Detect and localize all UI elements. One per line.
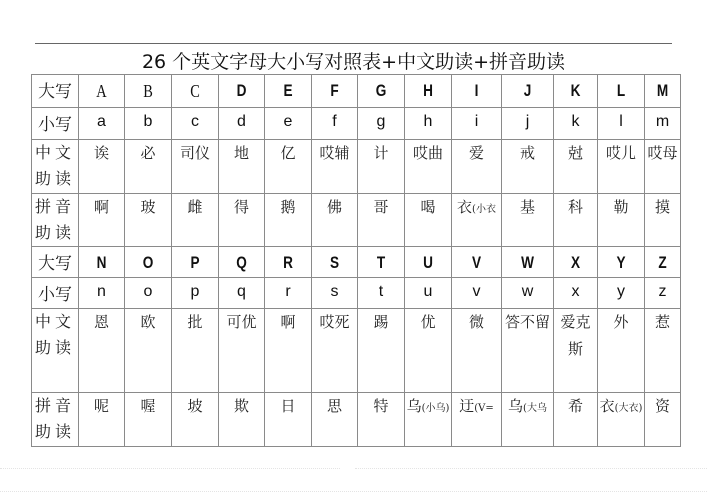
pinyin-text: 佛 <box>326 198 342 216</box>
lower-cell <box>554 108 598 140</box>
lower-text: z <box>658 283 667 300</box>
upper-text: P <box>190 253 200 272</box>
upper-text: D <box>236 81 247 100</box>
lower-cell <box>452 278 502 309</box>
row-label-text: 拼音 <box>34 396 75 415</box>
row-label <box>32 278 79 309</box>
chinese-cell <box>312 140 358 194</box>
chinese-text: 尅 <box>567 144 583 162</box>
pinyin-cell <box>312 393 358 447</box>
lower-cell <box>645 278 681 309</box>
annotation-text: (大衣) <box>614 403 643 414</box>
upper-cell <box>452 247 502 278</box>
lower-cell <box>502 278 554 309</box>
chinese-reading-row <box>32 140 681 194</box>
pinyin-cell <box>598 393 645 447</box>
lowercase-row <box>32 108 681 140</box>
lower-cell <box>219 278 265 309</box>
pinyin-cell <box>79 194 125 247</box>
upper-cell <box>554 247 598 278</box>
upper-text: V <box>471 253 482 272</box>
lower-text: q <box>237 283 246 300</box>
chinese-text: 爱 <box>468 144 484 162</box>
pinyin-text: 得 <box>233 198 249 216</box>
upper-text: F <box>330 81 339 100</box>
upper-cell <box>554 75 598 108</box>
upper-cell <box>598 247 645 278</box>
chinese-cell <box>645 140 681 194</box>
chinese-cell <box>79 140 125 194</box>
upper-cell <box>125 75 172 108</box>
lower-cell <box>172 278 219 309</box>
chinese-text: 司仪 <box>179 144 210 162</box>
lower-cell <box>125 278 172 309</box>
upper-text: G <box>375 81 387 100</box>
row-label-text: 大写 <box>38 82 72 102</box>
row-label <box>32 393 79 447</box>
pinyin-cell <box>312 194 358 247</box>
pinyin-text: 资 <box>654 397 670 415</box>
lower-text: p <box>190 283 200 300</box>
chinese-cell <box>405 309 452 393</box>
upper-cell <box>312 75 358 108</box>
chinese-cell <box>312 309 358 393</box>
faint-line <box>0 491 707 492</box>
page-title: 26 个英文字母大小写对照表+中文助读+拼音助读 <box>141 51 566 73</box>
chinese-cell <box>502 309 554 393</box>
lower-cell <box>79 278 125 309</box>
upper-cell <box>265 75 312 108</box>
upper-cell <box>502 247 554 278</box>
chinese-text: 计 <box>373 144 389 162</box>
lower-text: t <box>378 283 384 300</box>
pinyin-text: 呢 <box>93 397 109 415</box>
pinyin-cell <box>265 393 312 447</box>
lower-cell <box>358 278 405 309</box>
chinese-text: 哎母 <box>647 144 678 162</box>
chinese-text: 优 <box>420 313 436 331</box>
pinyin-text: 日 <box>280 397 296 415</box>
pinyin-cell <box>172 393 219 447</box>
pinyin-text: 摸 <box>654 198 670 216</box>
lower-cell <box>554 278 598 309</box>
pinyin-text: 思 <box>326 397 342 415</box>
lower-cell <box>598 108 645 140</box>
pinyin-cell <box>172 194 219 247</box>
upper-text: U <box>423 253 433 272</box>
pinyin-text: 喔 <box>140 397 156 415</box>
chinese-cell <box>125 140 172 194</box>
pinyin-text: 衣(大衣) <box>599 397 643 415</box>
chinese-text: 微 <box>468 313 484 331</box>
alphabet-table <box>31 74 681 447</box>
pinyin-cell <box>645 194 681 247</box>
upper-cell <box>358 75 405 108</box>
lower-text: v <box>472 283 481 300</box>
chinese-text: 恩 <box>93 313 109 331</box>
lower-cell <box>452 108 502 140</box>
chinese-text: 亿 <box>280 144 296 162</box>
upper-cell <box>79 75 125 108</box>
chinese-text: 必 <box>140 144 156 162</box>
lower-text: l <box>619 113 623 130</box>
upper-text: O <box>142 253 154 272</box>
upper-text: J <box>523 81 532 100</box>
pinyin-text: 欺 <box>233 397 249 415</box>
chinese-cell <box>265 140 312 194</box>
chinese-text: 哎儿 <box>605 144 636 162</box>
lower-cell <box>312 278 358 309</box>
lower-text: j <box>525 113 530 130</box>
lower-cell <box>265 108 312 140</box>
lower-text: w <box>521 283 534 300</box>
upper-text: Z <box>658 253 667 272</box>
pinyin-text: 喝 <box>420 198 436 216</box>
upper-text: N <box>96 253 107 272</box>
lower-cell <box>219 108 265 140</box>
upper-text: W <box>521 253 534 272</box>
row-label <box>32 309 79 393</box>
chinese-text: 可优 <box>226 313 257 331</box>
pinyin-cell <box>219 393 265 447</box>
row-label <box>32 194 79 247</box>
upper-text: H <box>423 81 433 100</box>
pinyin-text: 乌(小乌) <box>406 397 450 415</box>
pinyin-text: 迂(V= <box>459 397 494 415</box>
pinyin-cell <box>125 194 172 247</box>
chinese-text: 惹 <box>654 313 670 331</box>
upper-cell <box>452 75 502 108</box>
lowercase-row <box>32 278 681 309</box>
upper-cell <box>79 247 125 278</box>
row-label-text: 小写 <box>38 285 72 305</box>
chinese-cell <box>172 140 219 194</box>
chinese-text: 诶 <box>93 144 109 162</box>
chinese-text: 欧 <box>140 313 156 331</box>
lower-text: b <box>143 113 153 130</box>
annotation-text: (小衣 <box>472 204 496 215</box>
chinese-cell <box>554 140 598 194</box>
upper-text: T <box>376 253 386 272</box>
lower-text: n <box>97 283 106 300</box>
lower-text: i <box>474 113 479 130</box>
pinyin-text: 鹅 <box>280 198 296 216</box>
row-label-text: 大写 <box>38 254 72 274</box>
upper-cell <box>265 247 312 278</box>
upper-text: E <box>283 81 293 100</box>
lower-text: d <box>237 113 246 130</box>
upper-text: S <box>329 253 340 272</box>
pinyin-cell <box>554 393 598 447</box>
lower-cell <box>125 108 172 140</box>
lower-text: r <box>285 283 291 300</box>
row-label <box>32 247 79 278</box>
row-label-text: 拼音 <box>34 197 75 216</box>
pinyin-text: 科 <box>567 198 583 216</box>
chinese-cell <box>645 309 681 393</box>
lower-text: f <box>332 113 337 130</box>
pinyin-cell <box>265 194 312 247</box>
upper-cell <box>645 75 681 108</box>
pinyin-cell <box>79 393 125 447</box>
upper-text: A <box>96 81 107 101</box>
upper-text: I <box>474 81 479 100</box>
lower-text: u <box>423 283 433 300</box>
annotation-text: (小乌) <box>421 403 450 414</box>
lower-text: m <box>655 113 670 130</box>
annotation-text: (V= <box>474 403 494 414</box>
pinyin-cell <box>502 194 554 247</box>
chinese-cell <box>598 309 645 393</box>
upper-cell <box>502 75 554 108</box>
upper-cell <box>405 247 452 278</box>
pinyin-reading-row <box>32 194 681 247</box>
upper-cell <box>312 247 358 278</box>
chinese-cell <box>358 140 405 194</box>
row-label-text: 小写 <box>38 115 72 135</box>
pinyin-text: 啊 <box>93 198 109 216</box>
faint-line <box>0 468 340 469</box>
upper-text: L <box>616 81 626 100</box>
chinese-cell <box>452 309 502 393</box>
upper-cell <box>125 247 172 278</box>
upper-text: X <box>570 253 581 272</box>
chinese-text: 答不留 <box>504 313 550 331</box>
chinese-cell <box>172 309 219 393</box>
uppercase-row <box>32 247 681 278</box>
chinese-text: 踢 <box>373 313 389 331</box>
pinyin-cell <box>452 393 502 447</box>
chinese-text: 外 <box>613 313 629 331</box>
upper-cell <box>405 75 452 108</box>
lower-text: c <box>191 113 199 130</box>
row-label <box>32 75 79 108</box>
chinese-cell <box>405 140 452 194</box>
lower-text: g <box>376 113 386 130</box>
chinese-text: 地 <box>233 144 249 162</box>
row-label-text: 助读 <box>34 338 75 357</box>
chinese-cell <box>79 309 125 393</box>
annotation-text: (大乌 <box>523 403 547 414</box>
row-label <box>32 140 79 194</box>
lower-cell <box>265 278 312 309</box>
pinyin-cell <box>405 194 452 247</box>
chinese-text: 啊 <box>280 313 296 331</box>
lower-text: x <box>571 283 580 300</box>
row-label-text: 助读 <box>34 169 75 188</box>
chinese-text: 哎死 <box>319 313 350 331</box>
chinese-cell <box>265 309 312 393</box>
row-label-text: 助读 <box>34 422 75 441</box>
upper-text: K <box>570 81 581 100</box>
lower-cell <box>405 278 452 309</box>
pinyin-cell <box>452 194 502 247</box>
upper-cell <box>358 247 405 278</box>
pinyin-cell <box>219 194 265 247</box>
pinyin-cell <box>405 393 452 447</box>
pinyin-text: 特 <box>373 397 389 415</box>
upper-cell <box>598 75 645 108</box>
lower-text: o <box>143 283 153 300</box>
lower-text: s <box>330 283 339 300</box>
chinese-cell <box>219 309 265 393</box>
pinyin-text: 雌 <box>187 198 203 216</box>
pinyin-cell <box>502 393 554 447</box>
pinyin-text: 坡 <box>187 397 203 415</box>
row-label-text: 中文 <box>34 143 75 162</box>
chinese-text: 批 <box>187 313 203 331</box>
pinyin-text: 衣(小衣 <box>457 198 496 216</box>
pinyin-text: 勒 <box>613 198 629 216</box>
pinyin-text: 希 <box>567 397 583 415</box>
upper-text: Q <box>236 253 247 272</box>
lower-cell <box>358 108 405 140</box>
pinyin-cell <box>554 194 598 247</box>
lower-cell <box>598 278 645 309</box>
lower-cell <box>502 108 554 140</box>
pinyin-text: 哥 <box>373 198 389 216</box>
uppercase-row <box>32 75 681 108</box>
pinyin-cell <box>358 393 405 447</box>
chinese-cell <box>452 140 502 194</box>
upper-text: C <box>190 81 200 101</box>
lower-cell <box>312 108 358 140</box>
upper-text: M <box>656 81 669 100</box>
lower-text: e <box>283 113 293 130</box>
lower-cell <box>405 108 452 140</box>
chinese-cell <box>219 140 265 194</box>
row-label-text: 中文 <box>34 312 75 331</box>
pinyin-cell <box>125 393 172 447</box>
upper-text: R <box>283 253 293 272</box>
chinese-cell <box>358 309 405 393</box>
chinese-cell <box>502 140 554 194</box>
lower-cell <box>79 108 125 140</box>
chinese-cell <box>598 140 645 194</box>
faint-line <box>355 468 707 469</box>
lower-text: k <box>571 113 580 130</box>
pinyin-cell <box>645 393 681 447</box>
chinese-reading-row <box>32 309 681 393</box>
header-rule <box>35 43 672 44</box>
chinese-cell <box>554 309 598 393</box>
upper-cell <box>172 247 219 278</box>
chinese-text: 哎曲 <box>412 144 443 162</box>
upper-cell <box>219 75 265 108</box>
upper-cell <box>645 247 681 278</box>
lower-text: h <box>423 113 433 130</box>
row-label-text: 助读 <box>34 223 75 242</box>
lower-cell <box>172 108 219 140</box>
pinyin-text: 乌(大乌 <box>508 397 547 415</box>
chinese-text: 爱克斯 <box>560 313 591 358</box>
pinyin-cell <box>358 194 405 247</box>
lower-text: y <box>617 283 625 300</box>
pinyin-text: 基 <box>519 198 535 216</box>
row-label <box>32 108 79 140</box>
upper-text: B <box>143 81 153 101</box>
pinyin-reading-row <box>32 393 681 447</box>
upper-text: Y <box>616 253 626 272</box>
upper-cell <box>172 75 219 108</box>
upper-cell <box>219 247 265 278</box>
pinyin-cell <box>598 194 645 247</box>
chinese-text: 戒 <box>519 144 535 162</box>
chinese-text: 哎辅 <box>319 144 350 162</box>
pinyin-text: 玻 <box>140 198 156 216</box>
chinese-cell <box>125 309 172 393</box>
lower-cell <box>645 108 681 140</box>
lower-text: a <box>97 113 106 130</box>
